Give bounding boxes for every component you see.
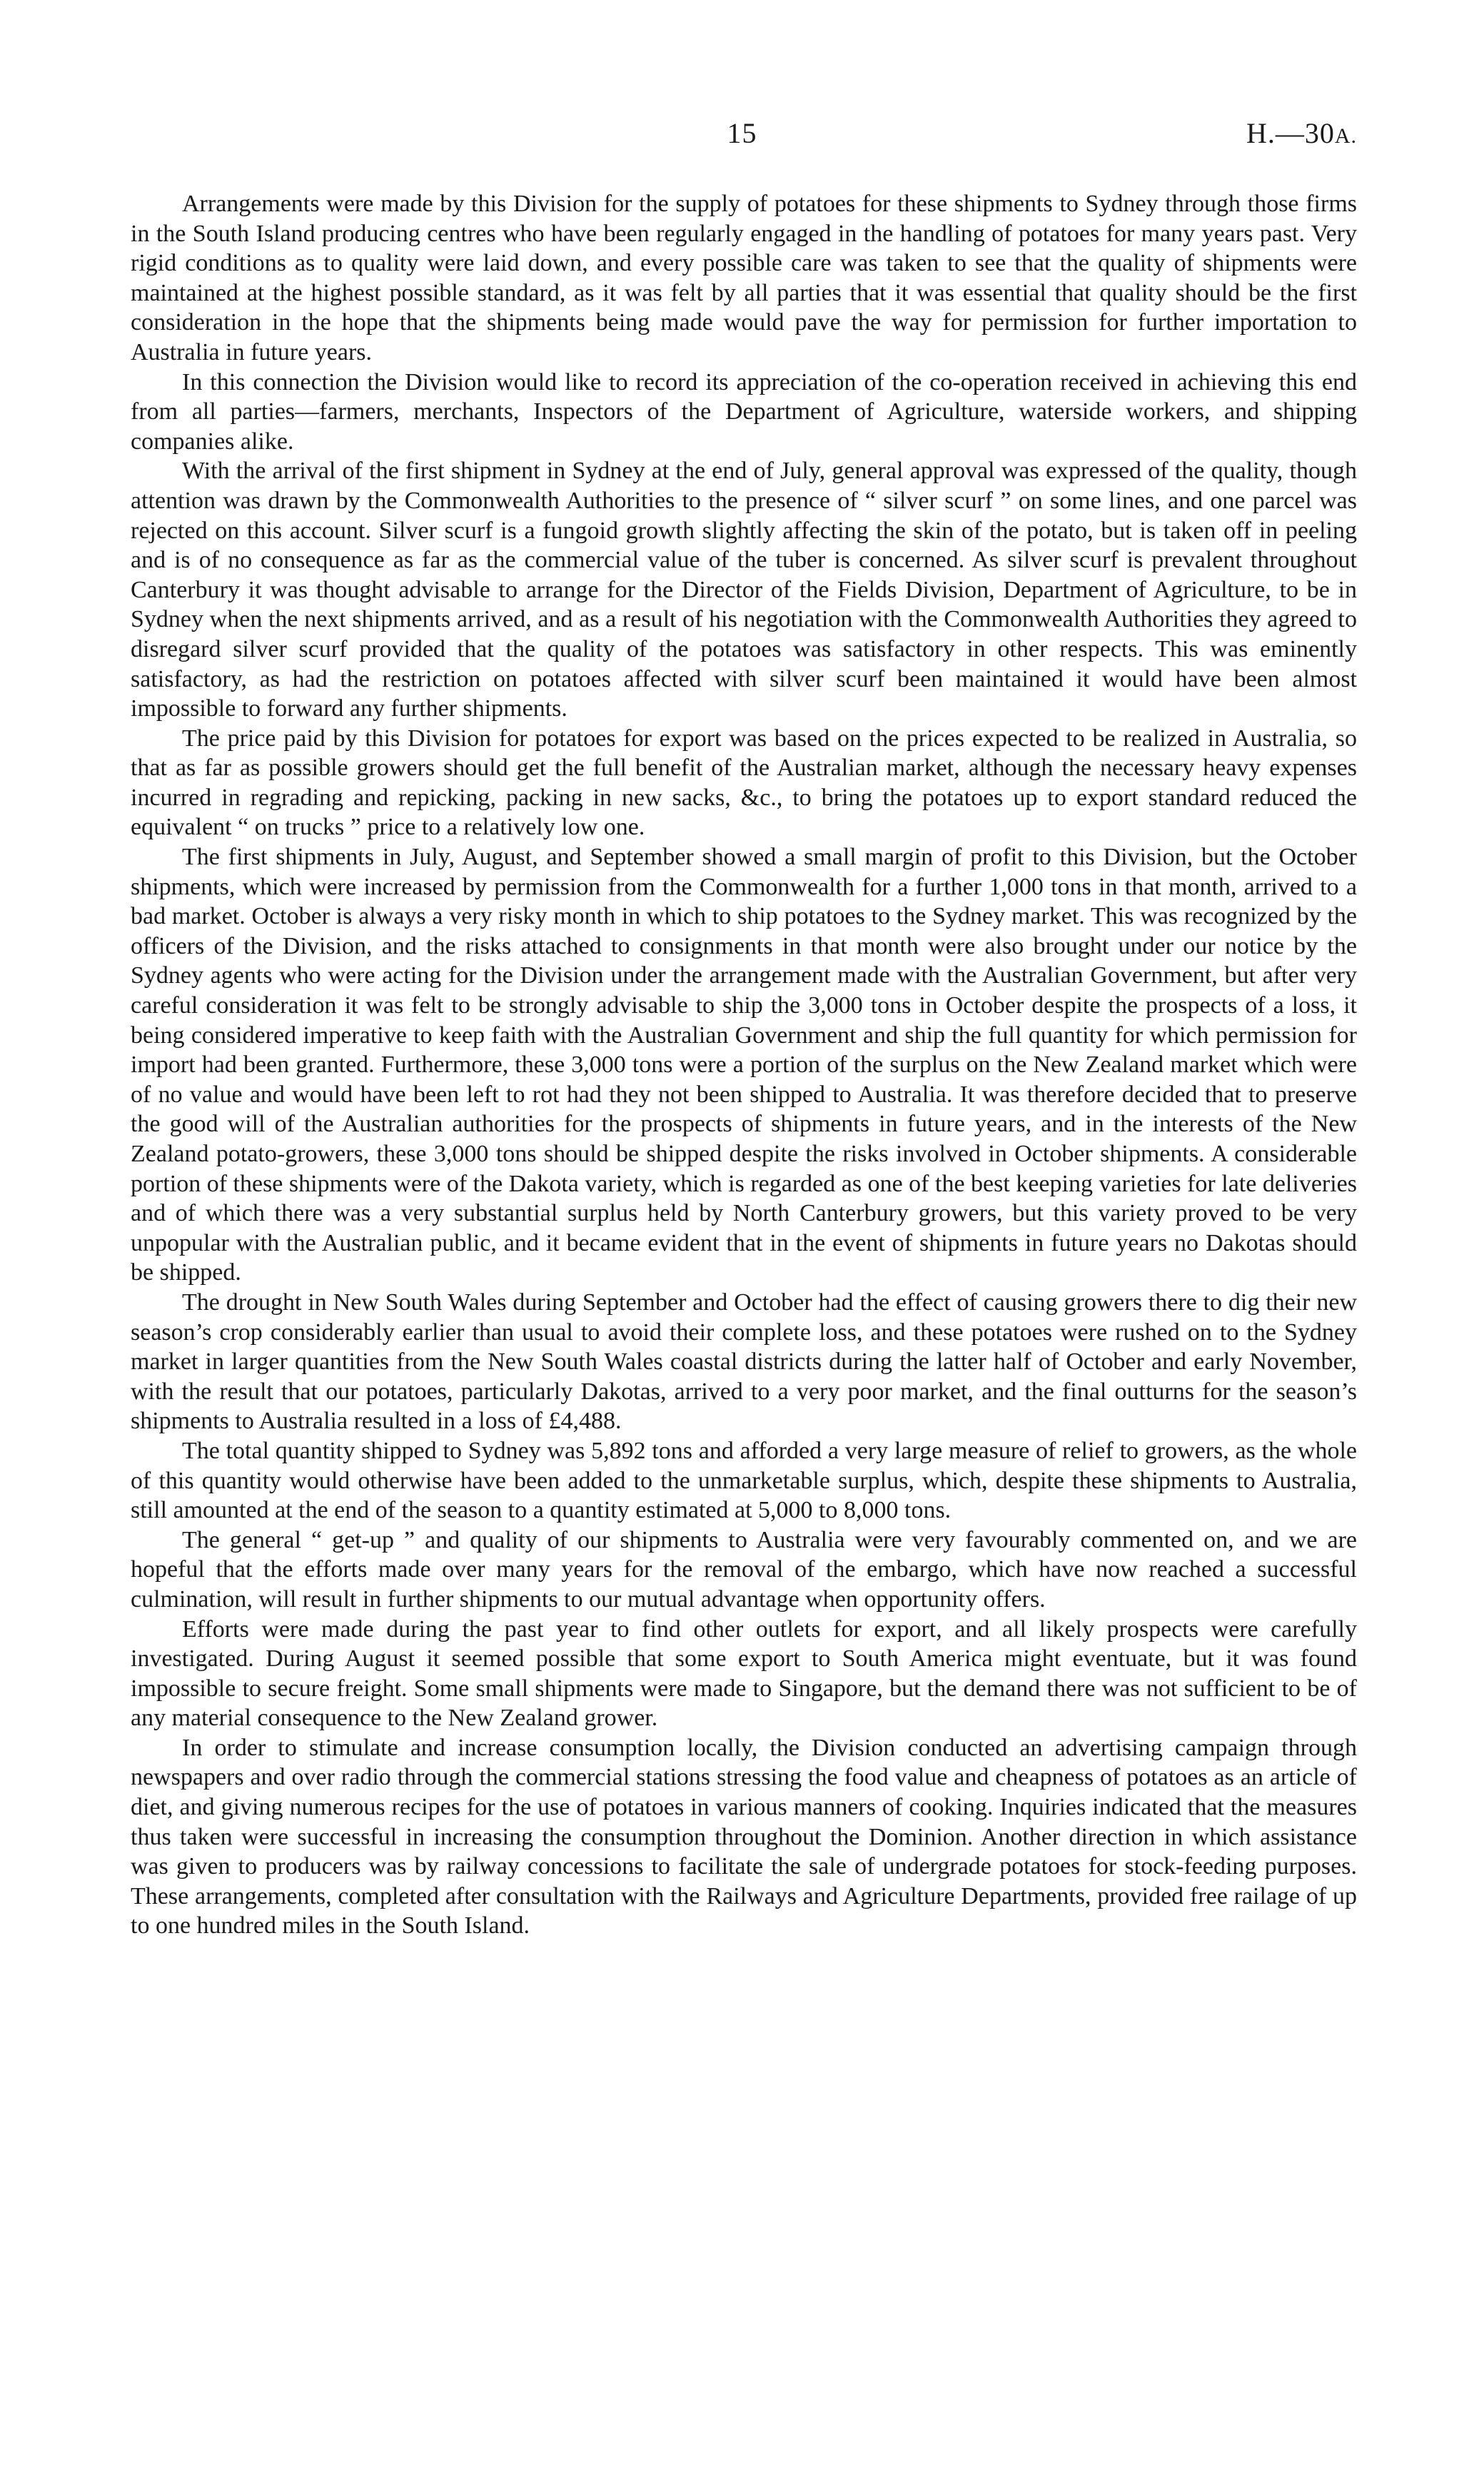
body-text [131,189,1357,1941]
paragraph-total-quantity: The total quantity shipped to Sydney was 5,892 tons and afforded a very large measure of relief to growers, as the whole of this quantity would otherwise have been added to the unmarketable surplus, which, despite these shipments to Australia, still amounted at the end of the season to a quantity estimated at 5,000 to 8,000 tons. [131,1437,1357,1524]
paragraph-silver-scurf: With the arrival of the first shipment in Sydney at the end of July, general approval was expressed of the quality, though attention was drawn by the Commonwealth Authorities to the presence of “ silver scurf ” on some lines, and one parcel was rejected on this account. Silver scurf is a fungoid growth slightly affecting the skin of the potato, but is taken off in peeling and is of no consequence as far as the commercial value of the tuber is concerned. As silver scurf is prevalent throughout Canterbury it was thought advisable to arrange for the Director of the Fields Division, Department of Agriculture, to be in Sydney when the next shipments arrived, and as a result of his negotiation with the Commonwealth Authorities they agreed to disregard silver scurf provided that the quality of the potatoes was satisfactory in other respects. This was eminently satisfactory, as had the restriction on potatoes affected with silver scurf been maintained it would have been almost impossible to forward any further shipments. [131,458,1357,722]
page-header [0,116,1484,166]
document-reference-suffix: A. [1334,124,1357,148]
page-number: 15 [727,117,757,149]
document-reference-main: H.—30 [1246,117,1335,149]
paragraph-drought: The drought in New South Wales during September and October had the effect of causing growers there to dig their new season’s crop considerably earlier than usual to avoid their complete loss, and these potatoes were rushed on to the Sydney market in larger quantities from the New South Wales coastal districts during the latter half of October and early November, with the result that our potatoes, particularly Dakotas, arrived to a very poor market, and the final outturns for the season’s shipments to Australia resulted in a loss of £4,488. [131,1288,1357,1435]
paragraph-appreciation: In this connection the Division would like to record its appreciation of the co-operation received in achieving this end from all parties—farmers, merchants, Inspectors of the Department of Agriculture, waterside workers, and shipping companies alike. [131,368,1357,455]
paragraph-export-price: The price paid by this Division for potatoes for export was based on the prices expected to be realized in Australia, so that as far as possible growers should get the full benefit of the Australian market, although the necessary heavy expenses incurred in regrading and repicking, packing in new sacks, &c., to bring the potatoes up to export standard reduced the equivalent “ on trucks ” price to a relatively low one. [131,725,1357,841]
document-reference [1246,116,1357,154]
paragraph-local-consumption: In order to stimulate and increase consumption locally, the Division conducted an advertising campaign through newspapers and over radio through the commercial stations stressing the food value and cheapness of potatoes as an article of diet, and giving numerous recipes for the use of potatoes in various manners of cooking. Inquiries indicated that the measures thus taken were successful in increasing the consumption throughout the Dominion. Another direction in which assistance was given to producers was by railway concessions to facilitate the sale of undergrade potatoes for stock-feeding purposes. These arrangements, completed after consultation with the Railways and Agriculture Departments, provided free railage of up to one hundred miles in the South Island. [131,1734,1357,1939]
paragraph-shipment-arrangements: Arrangements were made by this Division for the supply of potatoes for these shipments to Sydney through those firms in the South Island producing centres who have been regularly engaged in the handling of potatoes for many years past. Very rigid conditions as to quality were laid down, and every possible care was taken to see that the quality of shipments were maintained at the highest possible standard, as it was felt by all parties that it was essential that quality should be the first consideration in the hope that the shipments being made would pave the way for permission for further importation to Australia in future years. [131,191,1357,365]
paragraph-general-get-up: The general “ get-up ” and quality of our shipments to Australia were very favourably commented on, and we are hopeful that the efforts made over many years for the removal of the embargo, which have now reached a successful culmination, will result in further shipments to our mutual advantage when opportunity offers. [131,1526,1357,1613]
paragraph-october-shipments: The first shipments in July, August, and September showed a small margin of profit to this Division, but the October shipments, which were increased by permission from the Commonwealth for a further 1,000 tons in that month, arrived to a bad market. October is always a very risky month in which to ship potatoes to the Sydney market. This was recognized by the officers of the Division, and the risks attached to consignments in that month were also brought under our notice by the Sydney agents who were acting for the Division under the arrangement made with the Australian Government, but after very careful consideration it was felt to be strongly advisable to ship the 3,000 tons in October despite the prospects of a loss, it being considered imperative to keep faith with the Australian Government and ship the full quantity for which permission for import had been granted. Furthermore, these 3,000 tons were a portion of the surplus on the New Zealand market which were of no value and would have been left to rot had they not been shipped to Australia. It was therefore decided that to preserve the good will of the Australian authorities for the prospects of shipments in future years, and in the interests of the New Zealand potato-growers, these 3,000 tons should be shipped despite the risks involved in October shipments. A considerable portion of these shipments were of the Dakota variety, which is regarded as one of the best keeping varieties for late deliveries and of which there was a very substantial surplus held by North Canterbury growers, but this variety proved to be very unpopular with the Australian public, and it became evident that in the event of shipments in future years no Dakotas should be shipped. [131,844,1357,1286]
paragraph-other-outlets: Efforts were made during the past year to find other outlets for export, and all likely prospects were carefully investigated. During August it seemed possible that some export to South America might eventuate, but it was found impossible to secure freight. Some small shipments were made to Singapore, but the demand there was not sufficient to be of any material consequence to the New Zealand grower. [131,1615,1357,1732]
